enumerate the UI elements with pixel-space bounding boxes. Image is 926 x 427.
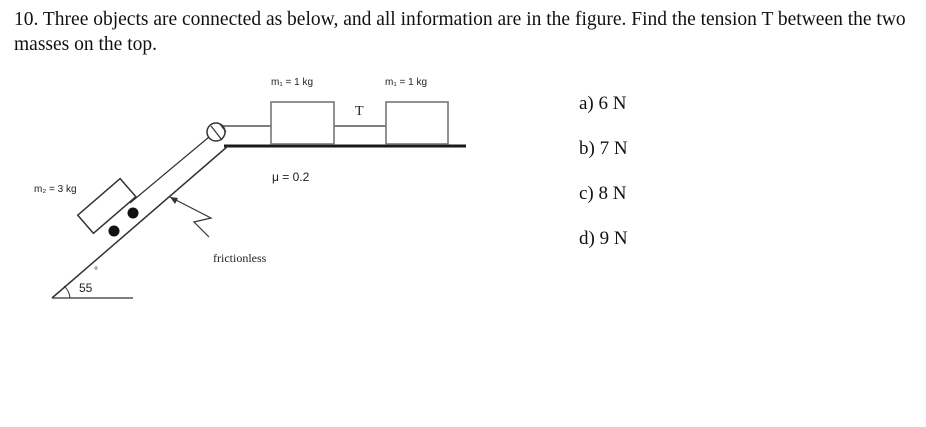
answer-a[interactable]: a) 6 N	[579, 93, 627, 114]
label-m1-left: m₁ = 1 kg	[271, 77, 314, 88]
answer-c[interactable]: c) 8 N	[579, 183, 627, 204]
string-incline	[130, 137, 209, 203]
answer-b[interactable]: b) 7 N	[579, 138, 628, 159]
label-tension: T	[355, 104, 364, 119]
question-text: 10. Three objects are connected as below, and all information are in the figure. Find the tension T between the two masses on the top.	[14, 9, 906, 55]
label-frictionless: frictionless	[213, 251, 267, 265]
incline-surface	[52, 146, 228, 298]
answer-d[interactable]: d) 9 N	[579, 228, 628, 249]
label-degree: °	[94, 266, 98, 277]
wheel-lower	[109, 226, 120, 237]
block-m1-left	[271, 102, 334, 144]
label-mu: μ = 0.2	[272, 170, 310, 184]
frictionless-pointer	[170, 197, 211, 237]
answer-choices	[579, 92, 628, 272]
wheel-upper	[128, 208, 139, 219]
label-angle: 55	[79, 281, 93, 295]
label-m1-right: m₁ = 1 kg	[385, 77, 428, 88]
block-m2	[78, 179, 136, 234]
label-m2: m₂ = 3 kg	[34, 184, 77, 195]
block-m1-right	[386, 102, 448, 144]
